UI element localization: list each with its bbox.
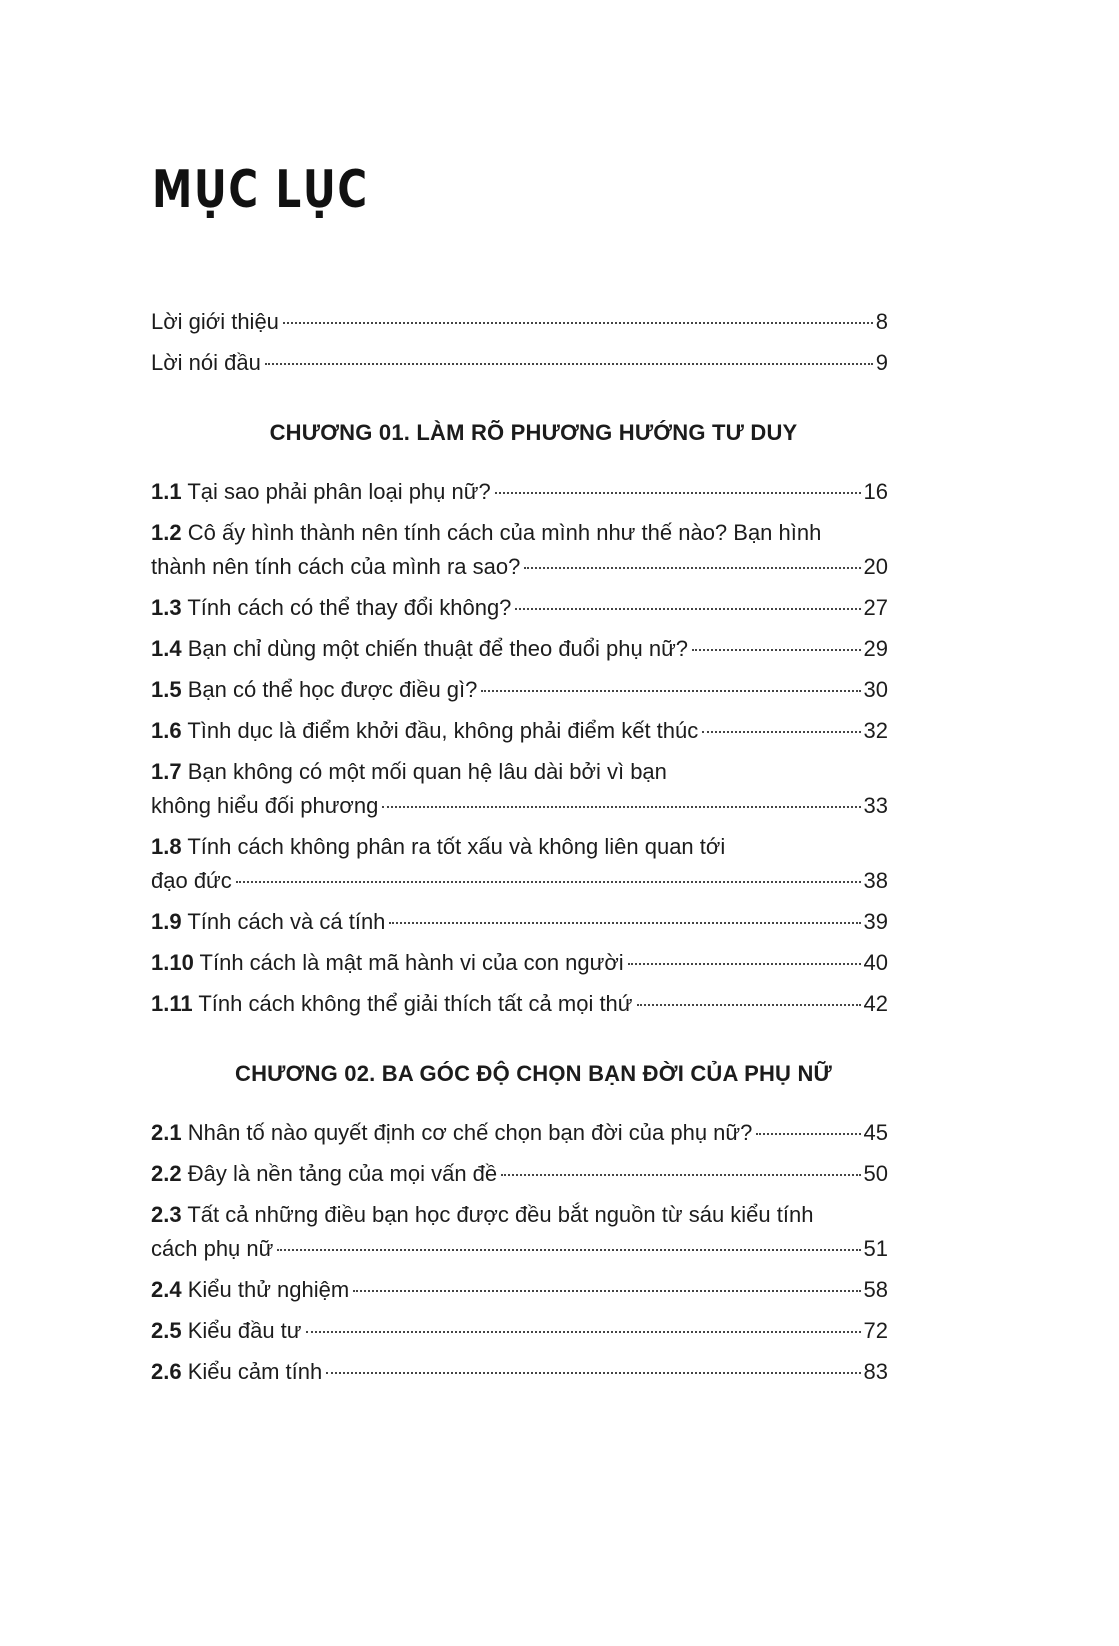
dot-leader xyxy=(628,963,861,965)
toc-entry-label: Tính cách có thể thay đổi không? xyxy=(187,595,512,620)
toc-entry[interactable] xyxy=(151,946,888,987)
toc-entry-label: Đây là nền tảng của mọi vấn đề xyxy=(187,1161,498,1186)
toc-entry-page: 29 xyxy=(863,636,888,661)
toc-entry[interactable] xyxy=(151,305,888,346)
dot-leader xyxy=(277,1249,860,1251)
section-number: 1.11 xyxy=(151,991,193,1016)
section-number: 1.4 xyxy=(151,636,182,661)
toc-entry[interactable] xyxy=(151,1157,888,1198)
section-number: 2.3 xyxy=(151,1202,182,1227)
section-number: 2.5 xyxy=(151,1318,182,1343)
section-number: 2.4 xyxy=(151,1277,182,1302)
front-matter-list xyxy=(151,305,916,387)
section-number: 2.2 xyxy=(151,1161,182,1186)
toc-entry-page: 33 xyxy=(863,793,888,818)
toc-entry-label: Cô ấy hình thành nên tính cách của mình như thế nào? Bạn hình xyxy=(187,520,822,545)
toc-entry[interactable] xyxy=(151,1198,916,1273)
toc-entry[interactable] xyxy=(151,830,916,905)
dot-leader xyxy=(353,1290,860,1292)
toc-entry-label: Bạn chỉ dùng một chiến thuật để theo đuổi phụ nữ? xyxy=(187,636,689,661)
toc-entry-page: 40 xyxy=(863,950,888,975)
section-number: 1.10 xyxy=(151,950,194,975)
toc-entry[interactable] xyxy=(151,1273,888,1314)
toc-entry-label: Tính cách và cá tính xyxy=(187,909,386,934)
toc-entry[interactable] xyxy=(151,1314,888,1355)
dot-leader xyxy=(265,363,873,365)
toc-entry[interactable] xyxy=(151,1355,888,1396)
toc-entry-label: Tất cả những điều bạn học được đều bắt nguồn từ sáu kiểu tính xyxy=(187,1202,814,1227)
toc-entry-page: 45 xyxy=(863,1120,888,1145)
toc-entry-label: Bạn không có một mối quan hệ lâu dài bởi vì bạn xyxy=(187,759,667,784)
toc-entry[interactable] xyxy=(151,346,888,387)
toc-entry-page: 50 xyxy=(863,1161,888,1186)
toc-entry-page: 16 xyxy=(863,479,888,504)
section-number: 1.7 xyxy=(151,759,182,784)
toc-entry-page: 32 xyxy=(863,718,888,743)
toc-entry[interactable] xyxy=(151,714,888,755)
dot-leader xyxy=(515,608,860,610)
toc-entry[interactable] xyxy=(151,591,888,632)
chapter-1-entries xyxy=(151,475,916,1028)
toc-entry[interactable] xyxy=(151,905,888,946)
section-number: 1.1 xyxy=(151,479,182,504)
toc-entry[interactable] xyxy=(151,516,916,591)
section-number: 1.3 xyxy=(151,595,182,620)
chapter-heading: CHƯƠNG 02. BA GÓC ĐỘ CHỌN BẠN ĐỜI CỦA PHỤ NỮ xyxy=(234,1061,832,1086)
toc-entry-page: 51 xyxy=(863,1236,888,1261)
toc-entry-label: Kiểu cảm tính xyxy=(187,1359,323,1384)
toc-entry-label-continued: không hiểu đối phương xyxy=(151,793,379,818)
toc-entry-page: 30 xyxy=(863,677,888,702)
dot-leader xyxy=(306,1331,861,1333)
page-title: MỤC LỤC xyxy=(152,160,369,220)
toc-entry[interactable] xyxy=(151,755,916,830)
toc-entry-label: Lời giới thiệu xyxy=(151,309,279,334)
chapter-heading: CHƯƠNG 01. LÀM RÕ PHƯƠNG HƯỚNG TƯ DUY xyxy=(269,420,798,445)
toc-entry-page: 8 xyxy=(875,309,888,334)
section-number: 1.9 xyxy=(151,909,182,934)
toc-entry-page: 27 xyxy=(863,595,888,620)
toc-entry-label: Bạn có thể học được điều gì? xyxy=(187,677,478,702)
section-number: 1.6 xyxy=(151,718,182,743)
dot-leader xyxy=(756,1133,860,1135)
toc-entry-label: Nhân tố nào quyết định cơ chế chọn bạn đời của phụ nữ? xyxy=(187,1120,753,1145)
dot-leader xyxy=(283,322,873,324)
toc-entry-label: Tính cách không thể giải thích tất cả mọi thứ xyxy=(198,991,633,1016)
toc-entry-page: 58 xyxy=(863,1277,888,1302)
toc-entry-label: Kiểu đầu tư xyxy=(187,1318,302,1343)
toc-entry-label: Tình dục là điểm khởi đầu, không phải điểm kết thúc xyxy=(187,718,699,743)
dot-leader xyxy=(326,1372,860,1374)
toc-entry-page: 83 xyxy=(863,1359,888,1384)
toc-entry[interactable] xyxy=(151,987,888,1028)
toc-entry[interactable] xyxy=(151,1116,888,1157)
dot-leader xyxy=(637,1004,861,1006)
dot-leader xyxy=(702,731,860,733)
section-number: 1.8 xyxy=(151,834,182,859)
dot-leader xyxy=(481,690,860,692)
section-number: 2.6 xyxy=(151,1359,182,1384)
dot-leader xyxy=(236,881,861,883)
toc-entry-label-continued: thành nên tính cách của mình ra sao? xyxy=(151,554,521,579)
dot-leader xyxy=(692,649,860,651)
toc-entry-page: 38 xyxy=(863,868,888,893)
dot-leader xyxy=(382,806,860,808)
toc-entry-page: 39 xyxy=(863,909,888,934)
dot-leader xyxy=(524,567,860,569)
toc-entry[interactable] xyxy=(151,632,888,673)
toc-entry-page: 20 xyxy=(863,554,888,579)
toc-entry-label: Tính cách là mật mã hành vi của con người xyxy=(199,950,624,975)
dot-leader xyxy=(495,492,861,494)
toc-entry[interactable] xyxy=(151,673,888,714)
toc-entry-label: Lời nói đầu xyxy=(151,350,261,375)
dot-leader xyxy=(501,1174,860,1176)
toc-entry-page: 42 xyxy=(863,991,888,1016)
toc-entry[interactable] xyxy=(151,475,888,516)
section-number: 2.1 xyxy=(151,1120,182,1145)
dot-leader xyxy=(389,922,860,924)
toc-entry-label: Tính cách không phân ra tốt xấu và không liên quan tới xyxy=(187,834,726,859)
toc-entry-label: Tại sao phải phân loại phụ nữ? xyxy=(187,479,491,504)
toc-entry-page: 72 xyxy=(863,1318,888,1343)
toc-entry-page: 9 xyxy=(875,350,888,375)
section-number: 1.5 xyxy=(151,677,182,702)
section-number: 1.2 xyxy=(151,520,182,545)
toc-entry-label: Kiểu thử nghiệm xyxy=(187,1277,350,1302)
toc-entry-label-continued: đạo đức xyxy=(151,868,232,893)
chapter-2-entries xyxy=(151,1116,916,1396)
toc-entry-label-continued: cách phụ nữ xyxy=(151,1236,274,1261)
